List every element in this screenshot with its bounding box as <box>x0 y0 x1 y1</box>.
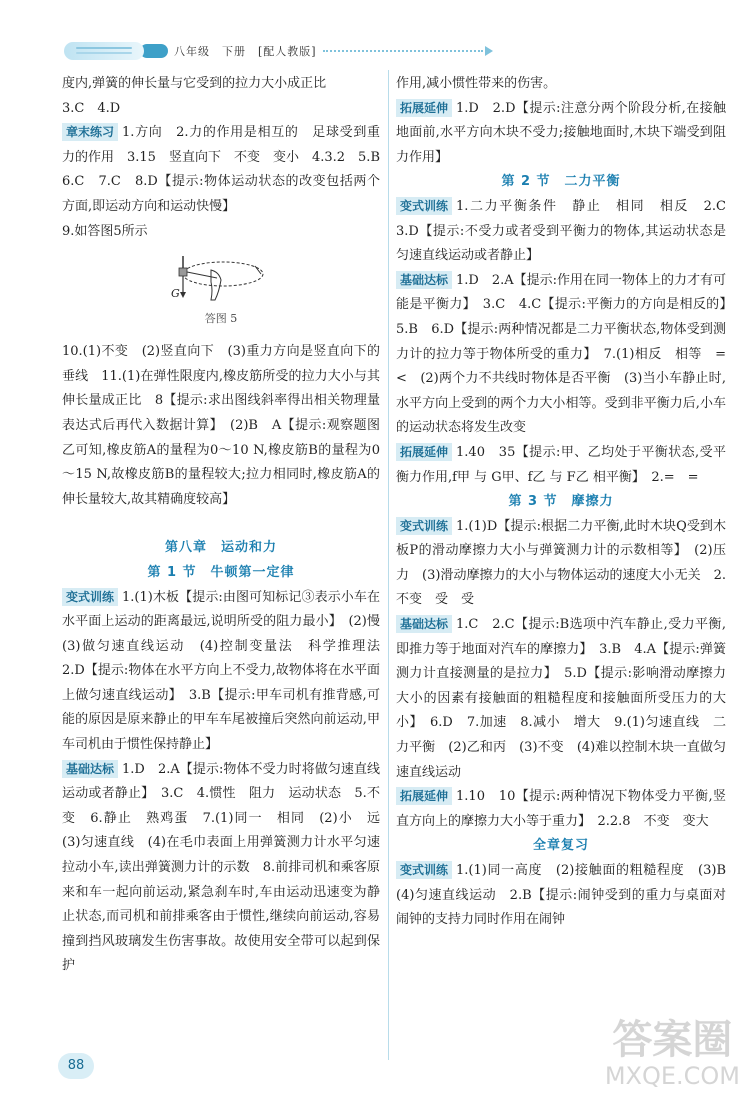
basic-standard-block-2 <box>396 269 740 441</box>
variant-training-text: 1.(1)木板【提示:由图可知标记③表示小车在水平面上运动的距离最远,说明所受的阻力最小】 (2)慢 (3)做匀速直线运动 (4)控制变量法 科学推理法 2.D【提示:物体在水平方向上不受力,故物体将在水平面上做匀速直线运动】 3.B【提示:甲车司机有推背感,可能的原因是原来静止的甲车车尾被撞后突然向前运动,甲车司机由于惯性保持静止】 <box>62 589 394 753</box>
extension-tag: 拓展延伸 <box>396 443 452 461</box>
header-text: 八年级 下册 [配人教版] <box>174 45 317 58</box>
continued-text: 作用,减小惯性带来的伤害。 <box>396 76 557 91</box>
chapter-title: 第八章 运动和力 <box>164 540 277 556</box>
chapter-practice-tag: 章末练习 <box>62 123 118 141</box>
page-header <box>64 40 493 62</box>
extension-text: 1.40 35【提示:甲、乙均处于平衡状态,受平衡力作用,f甲 与 G甲、f乙 与 F乙 相平衡】 2.= = <box>396 444 726 485</box>
header-dotted-line <box>323 50 483 52</box>
watermark-logo <box>605 1018 740 1090</box>
extension-block-2 <box>396 441 726 490</box>
chapter-practice-block <box>62 121 394 219</box>
section-1-title: 第 1 节 牛顿第一定律 <box>147 564 295 580</box>
text-line: 度内,弹簧的伸长量与它受到的拉力大小成正比 <box>62 76 327 91</box>
variant-training-block <box>62 586 394 758</box>
extension-text: 1.D 2.D【提示:注意分两个阶段分析,在接触地面前,水平方向木块不受力;接触地面时,木块下端受到阻力作用】 <box>396 100 726 165</box>
extension-block-3 <box>396 785 726 834</box>
extension-text: 1.10 10【提示:两种情况下物体受力平衡,竖直方向上的摩擦力大小等于重力】 2.2.8 不变 变大 <box>396 789 726 829</box>
watermark-text: 答案圈 <box>612 1017 733 1063</box>
answers-10-11: 10.(1)不变 (2)竖直向下 (3)重力方向是竖直向下的 垂线 11.(1)在弹性限度内,橡皮筋所受的拉力大小与其伸长量成正比 8【提示:求出图线斜率得出相关物理量表达式后再代入数据计算】 (2)B A【提示:观察题图乙可知,橡皮筋A的量程为0～10 N,橡皮筋B的量程为0～15 N,故橡皮筋B的量程较大;拉力相同时,橡皮筋A的伸长量较大,故其精确度较高】 <box>62 344 394 507</box>
section-2-title: 第 2 节 二力平衡 <box>501 174 621 190</box>
variant-training-block-4 <box>396 859 740 933</box>
variant-training-text: 1.二力平衡条件 静止 相同 相反 2.C 3.D【提示:不受力或者受到平衡力的物体,其运动状态是匀速直线运动或者静止】 <box>396 198 740 264</box>
extension-tag: 拓展延伸 <box>396 787 452 805</box>
watermark-url: MXQE.COM <box>604 1062 740 1090</box>
variant-training-tag: 变式训练 <box>62 588 118 606</box>
variant-training-tag: 变式训练 <box>396 517 452 535</box>
basic-standard-text: 1.D 2.A【提示:物体不受力时将做匀速直线运动或者静止】 3.C 4.惯性 阻力 运动状态 5.不变 6.静止 熟鸡蛋 7.(1)同一 相同 (2)小 远 (3)匀速直线 (4)在毛巾表面上用弹簧测力计水平匀速拉动小车,读出弹簧测力计的示数 8.前排司机和乘客原来和车一起向前运动,紧急刹车时,车由运动迅速变为静止状态,而司机和前排乘客由于惯性,继续向前运动,容易撞到挡风玻璃发生伤害事故。故使用安全带可以起到保护 <box>62 761 394 974</box>
page-number: 88 <box>58 1053 94 1079</box>
chapter-practice-text: 1.方向 2.力的作用是相互的 足球受到重力的作用 3.15 竖直向下 不变 变小 4.3.2 5.B 6.C 7.C 8.D【提示:物体运动状态的改变包括两个方面,即运动方向和运动快慢】 <box>62 125 394 214</box>
basic-standard-block-3 <box>396 613 726 785</box>
q9-text: 9.如答图5所示 <box>62 223 148 239</box>
answer-figure-5 <box>151 246 291 310</box>
figure-caption: 答图 5 <box>204 312 238 326</box>
header-logo <box>64 42 144 60</box>
figure-label-g: G <box>171 287 180 301</box>
extension-block-1 <box>396 97 726 171</box>
header-arrow-icon <box>485 46 493 56</box>
left-column <box>62 72 394 979</box>
basic-standard-text: 1.D 2.A【提示:作用在同一物体上的力才有可能是平衡力】 3.C 4.C【提示:平衡力的方向是相反的】 5.B 6.D【提示:两种情况都是二力平衡状态,物体受到测力计的拉力等于物体所受的重力】 7.(1)相反 相等 = < (2)两个力不共线时物体是否平衡 (3)当小车静止时,水平方向上受到的两个力大小相等。受到非平衡力后,小车的运动状态将发生改变 <box>396 272 740 436</box>
right-column <box>396 72 740 933</box>
text-line: 3.C 4.D <box>62 100 121 116</box>
basic-standard-text: 1.C 2.C【提示:B选项中汽车静止,受力平衡,即推力等于地面对汽车的摩擦力】 3.B 4.A【提示:弹簧测力计直接测量的是拉力】 5.D【提示:影响滑动摩擦力大小的因素有接触面的粗糙程度和接触面所受压力的大小】 6.D 7.加速 8.减小 增大 9.(1)匀速直线 二力平衡 (2)乙和丙 (3)不变 (4)难以控制木块一直做匀速直线运动 <box>396 617 726 780</box>
variant-training-tag: 变式训练 <box>396 861 452 879</box>
header-badge <box>140 44 168 58</box>
variant-training-tag: 变式训练 <box>396 197 452 215</box>
basic-standard-tag: 基础达标 <box>396 615 452 633</box>
variant-training-block-2 <box>396 195 740 269</box>
variant-training-block-3 <box>396 515 726 613</box>
variant-training-text: 1.(1)同一高度 (2)接触面的粗糙程度 (3)B (4)匀速直线运动 2.B【提示:闹钟受到的重力与桌面对闹钟的支持力同时作用在闹钟 <box>396 863 740 928</box>
basic-standard-tag: 基础达标 <box>396 271 452 289</box>
basic-standard-tag: 基础达标 <box>62 760 118 778</box>
variant-training-text: 1.(1)D【提示:根据二力平衡,此时木块Q受到木板P的滑动摩擦力大小与弹簧测力计的示数相等】 (2)压力 (3)滑动摩擦力的大小与物体运动的速度大小无关 2.不变 受 受 <box>396 518 726 608</box>
column-divider <box>388 70 389 1060</box>
section-3-title: 第 3 节 摩擦力 <box>508 494 614 510</box>
extension-tag: 拓展延伸 <box>396 99 452 117</box>
basic-standard-block <box>62 758 394 979</box>
chapter-review-title: 全章复习 <box>532 838 589 854</box>
